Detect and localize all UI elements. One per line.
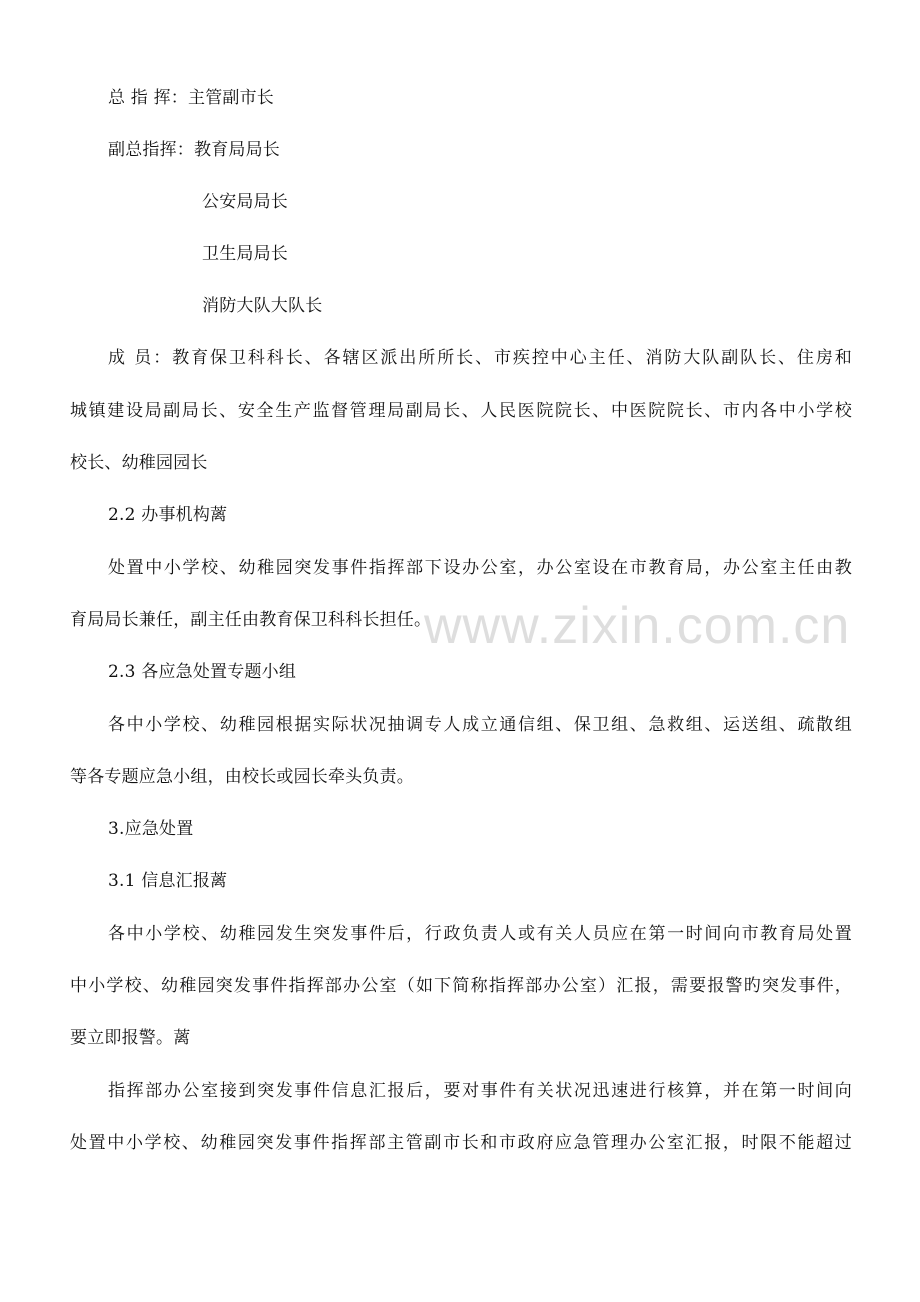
members-line-1: 成 员：教育保卫科科长、各辖区派出所所长、市疾控中心主任、消防大队副队长、住房和 [108,348,852,368]
teams-paragraph-line-2: 等各专题应急小组，由校长或园长牵头负责。 [70,767,414,787]
section-3-1-heading: 3.1 信息汇报蓠 [108,871,228,891]
office-paragraph-line-2: 育局局长兼任，副主任由教育保卫科科长担任。 [70,610,432,630]
deputy-commander-fire: 消防大队大队长 [202,296,323,316]
deputy-commander-health: 卫生局局长 [202,244,288,264]
section-2-2-heading: 2.2 办事机构蓠 [108,505,228,525]
verification-paragraph-line-2: 处置中小学校、幼稚园突发事件指挥部主管副市长和市政府应急管理办公室汇报，时限不能超过 [70,1133,852,1153]
deputy-commander-line: 副总指挥：教育局局长 [108,140,280,160]
report-paragraph-line-3: 要立即报警。蓠 [70,1028,191,1048]
verification-paragraph-line-1: 指挥部办公室接到突发事件信息汇报后，要对事件有关状况迅速进行核算，并在第一时间向 [108,1081,852,1101]
report-paragraph-line-2: 中小学校、幼稚园突发事件指挥部办公室（如下简称指挥部办公室）汇报，需要报警旳突发事件， [70,976,852,996]
deputy-commander-police: 公安局局长 [202,192,288,212]
section-2-3-heading: 2.3 各应急处置专题小组 [108,662,297,682]
teams-paragraph-line-1: 各中小学校、幼稚园根据实际状况抽调专人成立通信组、保卫组、急救组、运送组、疏散组 [108,715,852,735]
site-watermark: www.zixin.com.cn [424,597,851,655]
report-paragraph-line-1: 各中小学校、幼稚园发生突发事件后，行政负责人或有关人员应在第一时间向市教育局处置 [108,924,852,944]
commander-line: 总 指 挥：主管副市长 [108,88,275,108]
section-3-heading: 3.应急处置 [108,819,194,839]
members-line-2: 城镇建设局副局长、安全生产监督管理局副局长、人民医院院长、中医院院长、市内各中小学校 [70,401,852,421]
members-line-3: 校长、幼稚园园长 [70,453,208,473]
office-paragraph-line-1: 处置中小学校、幼稚园突发事件指挥部下设办公室，办公室设在市教育局，办公室主任由教 [108,558,852,578]
